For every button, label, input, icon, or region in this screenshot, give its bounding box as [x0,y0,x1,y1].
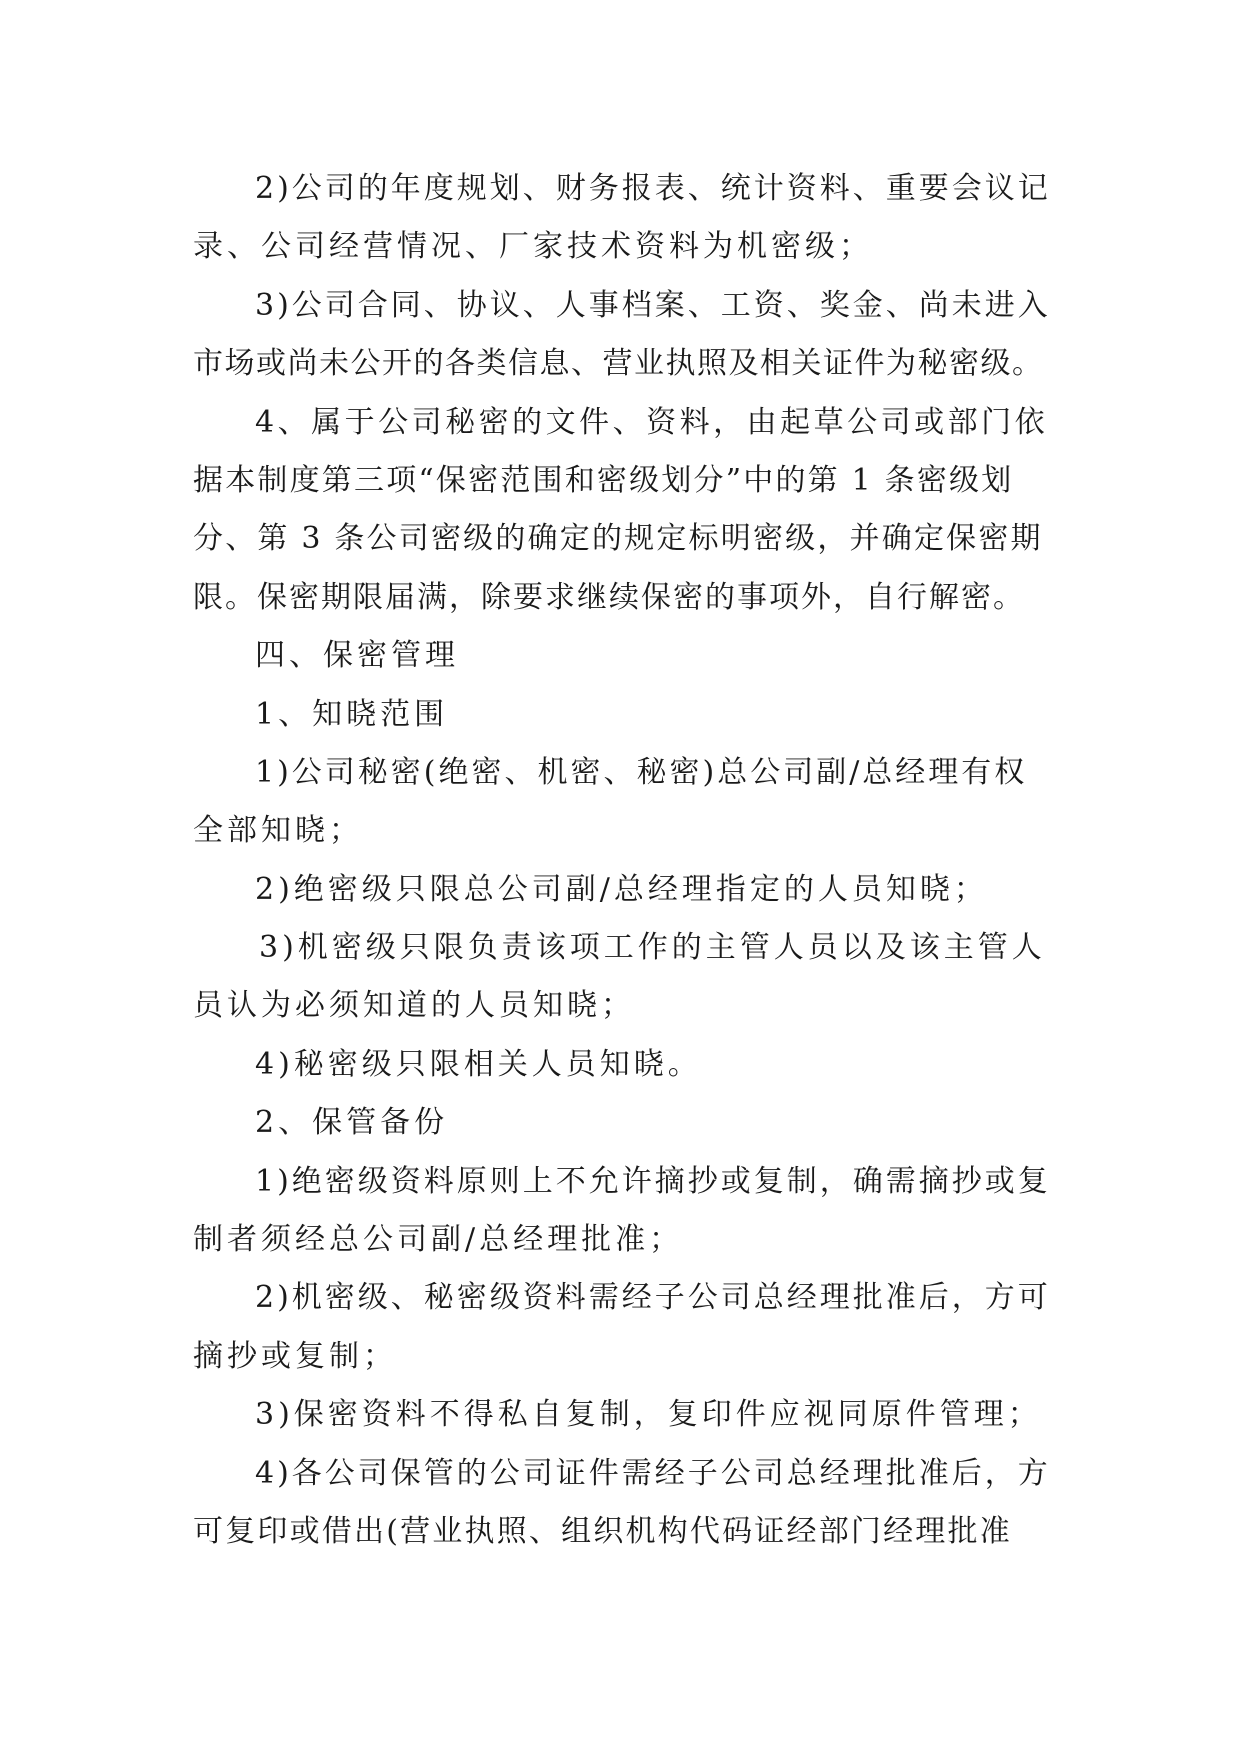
paragraph-line: 分、第 3 条公司密级的确定的规定标明密级，并确定保密期 [193,521,1043,557]
paragraph-line: 摘抄或复制； [193,1338,397,1374]
paragraph-line: 员认为必须知道的人员知晓； [193,988,635,1024]
paragraph-line: 市场或尚未公开的各类信息、营业执照及相关证件为秘密级。 [193,346,1044,382]
paragraph-line: 4、属于公司秘密的文件、资料，由起草公司或部门依 [255,404,1049,440]
document-body [193,160,1055,1561]
paragraph-line: 录、公司经营情况、厂家技术资料为机密级； [193,229,873,265]
paragraph-line: 2)绝密级只限总公司副/总经理指定的人员知晓； [255,871,988,907]
paragraph-line: 全部知晓； [193,813,363,849]
paragraph-line: 3)保密资料不得私自复制，复印件应视同原件管理； [255,1397,1042,1433]
paragraph-line: 可复印或借出(营业执照、组织机构代码证经部门经理批准 [193,1513,1012,1549]
paragraph-line: 3)机密级只限负责该项工作的主管人员以及该主管人 [259,930,1046,966]
subsection-heading: 1、知晓范围 [255,696,449,732]
paragraph-line: 4)各公司保管的公司证件需经子公司总经理批准后，方 [255,1455,1051,1491]
paragraph-line: 制者须经总公司副/总经理批准； [193,1222,684,1258]
paragraph-line: 4)秘密级只限相关人员知晓。 [255,1046,702,1082]
section-heading: 四、保密管理 [255,638,459,674]
subsection-heading: 2、保管备份 [255,1105,449,1141]
paragraph-line: 3)公司合同、协议、人事档案、工资、奖金、尚未进入 [255,287,1051,323]
paragraph-line: 限。保密期限届满，除要求继续保密的事项外，自行解密。 [193,579,1025,615]
paragraph-line: 2)机密级、秘密级资料需经子公司总经理批准后，方可 [255,1280,1051,1316]
paragraph-line: 1)绝密级资料原则上不允许摘抄或复制，确需摘抄或复 [255,1163,1051,1199]
paragraph-line: 1)公司秘密(绝密、机密、秘密)总公司副/总经理有权 [255,754,1028,790]
paragraph-line: 2)公司的年度规划、财务报表、统计资料、重要会议记 [255,171,1051,206]
paragraph-line: 据本制度第三项“保密范围和密级划分”中的第 1 条密级划 [193,462,1014,498]
